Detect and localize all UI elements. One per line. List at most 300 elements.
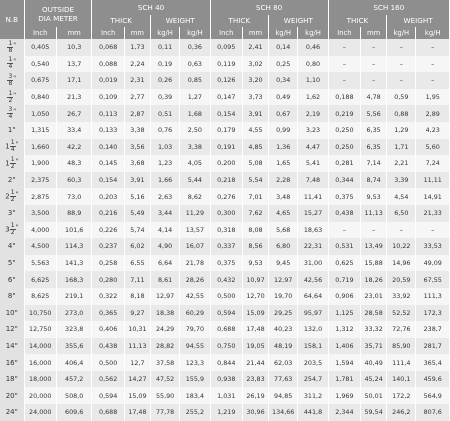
sch160-thick-inch-cell: 0,281 — [328, 155, 360, 172]
outside-diameter-inch-cell: 6,625 — [24, 271, 56, 288]
header-outside-diameter — [24, 0, 92, 27]
sch160-thick-inch-cell: 1,312 — [328, 321, 360, 338]
sch160-thick-inch-cell: – — [328, 56, 360, 73]
sch80-thick-mm-cell: 26,19 — [242, 387, 268, 404]
sch80-thick-inch-cell: 0,179 — [210, 122, 242, 139]
sch40-weight-kgh-cell: 0,26 — [150, 72, 179, 89]
sch160-thick-mm-cell: 33,32 — [361, 321, 387, 338]
sch80-weight-kgm-cell: 254,7 — [298, 371, 328, 388]
sch80-thick-mm-cell: 15,09 — [242, 305, 268, 322]
sch80-thick-inch-cell: 0,119 — [210, 56, 242, 73]
header-unit-inch: Inch — [210, 27, 242, 39]
sch40-thick-inch-cell: 0,688 — [92, 404, 124, 421]
sch160-thick-inch-cell: 0,625 — [328, 255, 360, 272]
sch40-weight-kgh-cell: 2,63 — [150, 188, 179, 205]
sch40-weight-kgm-cell: 2,50 — [180, 122, 210, 139]
sch160-weight-kgm-cell: 11,11 — [416, 172, 450, 189]
sch40-weight-kgh-cell: 55,90 — [150, 387, 179, 404]
sch40-thick-inch-cell: 0,154 — [92, 172, 124, 189]
sch160-thick-mm-cell: 6,35 — [361, 122, 387, 139]
fraction-numerator: 1 — [10, 139, 15, 147]
sch80-thick-inch-cell: 0,147 — [210, 89, 242, 106]
table-row — [0, 155, 450, 172]
nominal-bore-cell — [0, 105, 24, 122]
sch40-weight-kgm-cell: 1,68 — [180, 105, 210, 122]
sch160-weight-kgm-cell: 238,7 — [416, 321, 450, 338]
header-sch160: SCH 160 — [328, 0, 449, 15]
sch160-weight-kgh-cell: 14,96 — [387, 255, 416, 272]
sch160-thick-mm-cell: 59,54 — [361, 404, 387, 421]
sch40-thick-inch-cell: 0,237 — [92, 238, 124, 255]
sch160-weight-kgm-cell: 7,24 — [416, 155, 450, 172]
sch160-weight-kgm-cell: 21,33 — [416, 205, 450, 222]
sch160-weight-kgh-cell: 33,92 — [387, 288, 416, 305]
nominal-bore-cell — [0, 89, 24, 106]
sch80-weight-kgh-cell: 2,28 — [269, 172, 298, 189]
header-thick: THICK — [328, 15, 387, 27]
sch160-weight-kgm-cell: 33,53 — [416, 238, 450, 255]
sch40-weight-kgm-cell: 8,62 — [180, 188, 210, 205]
sch40-thick-mm-cell: 2,87 — [124, 105, 150, 122]
sch80-thick-inch-cell: 0,276 — [210, 188, 242, 205]
nominal-bore-cell — [0, 72, 24, 89]
outside-diameter-inch-cell: 24,000 — [24, 404, 56, 421]
nominal-bore-whole: 2" — [7, 176, 16, 185]
outside-diameter-inch-cell: 1,315 — [24, 122, 56, 139]
outside-diameter-inch-cell: 1,660 — [24, 139, 56, 156]
sch160-thick-mm-cell: 18,26 — [361, 271, 387, 288]
sch80-weight-kgh-cell: 62,03 — [269, 354, 298, 371]
sch160-thick-mm-cell: 28,58 — [361, 305, 387, 322]
header-unit-mm: mm — [361, 27, 387, 39]
sch80-thick-mm-cell: 8,56 — [242, 238, 268, 255]
sch40-weight-kgm-cell: 79,70 — [180, 321, 210, 338]
outside-diameter-inch-cell: 14,000 — [24, 338, 56, 355]
table-row — [0, 222, 450, 239]
inch-mark: " — [15, 191, 19, 199]
inch-mark: " — [13, 108, 17, 116]
outside-diameter-mm-cell: 33,4 — [56, 122, 92, 139]
table-row — [0, 255, 450, 272]
sch80-thick-mm-cell: 3,02 — [242, 56, 268, 73]
nominal-bore-whole: 3" — [7, 209, 16, 218]
sch80-weight-kgm-cell: 64,64 — [298, 288, 328, 305]
table-body — [0, 39, 450, 421]
sch160-weight-kgm-cell: 4,23 — [416, 122, 450, 139]
sch160-thick-mm-cell: 45,24 — [361, 371, 387, 388]
sch160-thick-inch-cell: 1,406 — [328, 338, 360, 355]
sch160-weight-kgh-cell: 111,4 — [387, 354, 416, 371]
sch80-weight-kgh-cell: 1,36 — [269, 139, 298, 156]
sch160-thick-mm-cell: 15,88 — [361, 255, 387, 272]
sch160-thick-mm-cell: 23,01 — [361, 288, 387, 305]
sch40-weight-kgh-cell: 0,76 — [150, 122, 179, 139]
outside-diameter-inch-cell: 0,675 — [24, 72, 56, 89]
sch160-thick-mm-cell: 5,56 — [361, 105, 387, 122]
table-row — [0, 122, 450, 139]
sch40-weight-kgh-cell: 1,23 — [150, 155, 179, 172]
nominal-bore-whole: 3 — [5, 225, 10, 234]
inch-mark: " — [13, 41, 17, 49]
outside-diameter-mm-cell: 219,1 — [56, 288, 92, 305]
header-nb: N.B — [0, 0, 24, 39]
sch80-thick-mm-cell: 5,54 — [242, 172, 268, 189]
outside-diameter-inch-cell: 3,500 — [24, 205, 56, 222]
sch160-thick-mm-cell: 35,71 — [361, 338, 387, 355]
sch160-weight-kgm-cell: 459,6 — [416, 371, 450, 388]
sch160-weight-kgm-cell: 49,09 — [416, 255, 450, 272]
sch80-thick-inch-cell: 1,219 — [210, 404, 242, 421]
sch40-thick-mm-cell: 2,77 — [124, 89, 150, 106]
sch160-thick-inch-cell: 2,344 — [328, 404, 360, 421]
outside-diameter-mm-cell: 13,7 — [56, 56, 92, 73]
sch160-thick-inch-cell: 0,438 — [328, 205, 360, 222]
sch160-weight-kgh-cell: 246,2 — [387, 404, 416, 421]
sch160-weight-kgm-cell: – — [416, 39, 450, 56]
sch160-thick-inch-cell: 0,250 — [328, 139, 360, 156]
sch160-weight-kgm-cell: 281,7 — [416, 338, 450, 355]
sch80-weight-kgh-cell: 6,80 — [269, 238, 298, 255]
sch80-weight-kgh-cell: 4,65 — [269, 205, 298, 222]
sch160-thick-inch-cell: 1,781 — [328, 371, 360, 388]
nominal-bore-whole: 6" — [7, 275, 16, 284]
header-unit-mm: mm — [124, 27, 150, 39]
sch160-weight-kgh-cell: 52,52 — [387, 305, 416, 322]
sch40-thick-mm-cell: 6,55 — [124, 255, 150, 272]
sch40-thick-mm-cell: 5,74 — [124, 222, 150, 239]
nominal-bore-whole: 1 — [5, 159, 10, 168]
sch40-thick-mm-cell: 2,31 — [124, 72, 150, 89]
sch40-thick-inch-cell: 0,438 — [92, 338, 124, 355]
outside-diameter-inch-cell: 10,750 — [24, 305, 56, 322]
nominal-bore-cell — [0, 139, 24, 156]
outside-diameter-inch-cell: 0,405 — [24, 39, 56, 56]
sch40-weight-kgm-cell: 0,85 — [180, 72, 210, 89]
nominal-bore-cell — [0, 188, 24, 205]
sch160-weight-kgh-cell: 1,71 — [387, 139, 416, 156]
table-row — [0, 105, 450, 122]
sch40-weight-kgm-cell: 94,55 — [180, 338, 210, 355]
sch40-thick-inch-cell: 0,133 — [92, 122, 124, 139]
sch40-thick-inch-cell: 0,594 — [92, 387, 124, 404]
sch160-thick-inch-cell: 1,594 — [328, 354, 360, 371]
nominal-bore-whole: 24" — [5, 408, 18, 417]
sch160-weight-kgh-cell: 2,21 — [387, 155, 416, 172]
sch160-thick-inch-cell: 0,219 — [328, 105, 360, 122]
sch80-weight-kgm-cell: 22,31 — [298, 238, 328, 255]
sch40-weight-kgh-cell: 28,82 — [150, 338, 179, 355]
outside-diameter-mm-cell: 168,3 — [56, 271, 92, 288]
sch80-weight-kgm-cell: 4,47 — [298, 139, 328, 156]
header-thick: THICK — [210, 15, 269, 27]
sch160-weight-kgh-cell: 3,39 — [387, 172, 416, 189]
sch40-weight-kgh-cell: 1,66 — [150, 172, 179, 189]
inch-mark: " — [15, 224, 19, 232]
sch80-weight-kgm-cell: 0,46 — [298, 39, 328, 56]
sch80-thick-inch-cell: 0,432 — [210, 271, 242, 288]
outside-diameter-mm-cell: 355,6 — [56, 338, 92, 355]
sch40-thick-mm-cell: 3,91 — [124, 172, 150, 189]
header-unit-mm: mm — [56, 27, 92, 39]
sch40-thick-inch-cell: 0,088 — [92, 56, 124, 73]
sch160-thick-mm-cell: 11,13 — [361, 205, 387, 222]
sch80-weight-kgm-cell: 132,0 — [298, 321, 328, 338]
nominal-bore-cell — [0, 56, 24, 73]
sch80-weight-kgm-cell: 7,48 — [298, 172, 328, 189]
outside-diameter-mm-cell: 609,6 — [56, 404, 92, 421]
header-thick: THICK — [92, 15, 151, 27]
table-row — [0, 205, 450, 222]
sch80-thick-mm-cell: 8,08 — [242, 222, 268, 239]
sch80-weight-kgm-cell: 1,62 — [298, 89, 328, 106]
outside-diameter-mm-cell: 17,1 — [56, 72, 92, 89]
header-unit-kgm: kg/H — [298, 27, 328, 39]
fraction-numerator: 1 — [8, 89, 13, 97]
sch80-weight-kgh-cell: 29,25 — [269, 305, 298, 322]
sch80-weight-kgm-cell: 203,5 — [298, 354, 328, 371]
fraction-denominator: 8 — [8, 46, 13, 54]
sch40-thick-inch-cell: 0,258 — [92, 255, 124, 272]
sch160-weight-kgm-cell: 111,3 — [416, 288, 450, 305]
sch40-weight-kgm-cell: 183,4 — [180, 387, 210, 404]
nominal-bore-whole: 14" — [5, 341, 18, 350]
sch80-thick-mm-cell: 30,96 — [242, 404, 268, 421]
sch80-weight-kgh-cell: 0,49 — [269, 89, 298, 106]
table-row — [0, 321, 450, 338]
sch160-weight-kgm-cell: – — [416, 72, 450, 89]
table-row — [0, 188, 450, 205]
sch40-weight-kgm-cell: 42,55 — [180, 288, 210, 305]
sch160-weight-kgm-cell: 1,95 — [416, 89, 450, 106]
outside-diameter-mm-cell: 273,0 — [56, 305, 92, 322]
sch80-weight-kgh-cell: 12,97 — [269, 271, 298, 288]
sch160-weight-kgm-cell: 172,3 — [416, 305, 450, 322]
sch160-thick-inch-cell: 1,969 — [328, 387, 360, 404]
sch160-weight-kgm-cell: 5,60 — [416, 139, 450, 156]
sch160-weight-kgh-cell: 1,29 — [387, 122, 416, 139]
outside-diameter-inch-cell: 4,500 — [24, 238, 56, 255]
fraction-numerator: 3 — [8, 72, 13, 80]
outside-diameter-mm-cell: 114,3 — [56, 238, 92, 255]
sch40-thick-inch-cell: 0,019 — [92, 72, 124, 89]
header-unit-kgm: kg/H — [180, 27, 210, 39]
header-outside-diameter-label: OUTSIDE DIA METER — [38, 4, 78, 23]
sch80-thick-mm-cell: 10,97 — [242, 271, 268, 288]
sch40-thick-mm-cell: 5,16 — [124, 188, 150, 205]
nominal-bore-whole: 20" — [5, 391, 18, 400]
sch80-thick-inch-cell: 0,375 — [210, 255, 242, 272]
inch-mark: " — [13, 58, 17, 66]
fraction-denominator: 2 — [10, 196, 15, 204]
sch40-thick-inch-cell: 0,365 — [92, 305, 124, 322]
table-row — [0, 387, 450, 404]
outside-diameter-inch-cell: 2,375 — [24, 172, 56, 189]
sch160-thick-mm-cell: 8,74 — [361, 172, 387, 189]
sch40-weight-kgm-cell: 16,07 — [180, 238, 210, 255]
sch40-weight-kgh-cell: 12,97 — [150, 288, 179, 305]
nominal-bore-whole: 1 — [5, 142, 10, 151]
nominal-bore-whole: 16" — [5, 358, 18, 367]
table-row — [0, 305, 450, 322]
sch160-thick-inch-cell: 0,531 — [328, 238, 360, 255]
sch80-thick-mm-cell: 23,83 — [242, 371, 268, 388]
nominal-bore-cell — [0, 305, 24, 322]
inch-mark: " — [13, 91, 17, 99]
outside-diameter-inch-cell: 20,000 — [24, 387, 56, 404]
sch80-thick-inch-cell: 0,750 — [210, 338, 242, 355]
header-weight: WEIGHT — [269, 15, 329, 27]
header-sch40: SCH 40 — [92, 0, 210, 15]
sch80-thick-inch-cell: 0,844 — [210, 354, 242, 371]
table-row — [0, 89, 450, 106]
sch80-weight-kgm-cell: 158,1 — [298, 338, 328, 355]
sch80-weight-kgh-cell: 77,63 — [269, 371, 298, 388]
table-row — [0, 404, 450, 421]
table-row — [0, 338, 450, 355]
outside-diameter-inch-cell: 4,000 — [24, 222, 56, 239]
fraction-denominator: 4 — [8, 63, 13, 71]
sch160-weight-kgh-cell: 4,54 — [387, 188, 416, 205]
sch160-thick-inch-cell: 0,906 — [328, 288, 360, 305]
sch160-weight-kgh-cell: 140,1 — [387, 371, 416, 388]
outside-diameter-mm-cell: 42,2 — [56, 139, 92, 156]
sch80-thick-inch-cell: 0,594 — [210, 305, 242, 322]
sch40-weight-kgh-cell: 0,11 — [150, 39, 179, 56]
sch40-weight-kgh-cell: 4,90 — [150, 238, 179, 255]
outside-diameter-inch-cell: 18,000 — [24, 371, 56, 388]
outside-diameter-mm-cell: 508,0 — [56, 387, 92, 404]
table-row — [0, 238, 450, 255]
sch80-thick-mm-cell: 21,44 — [242, 354, 268, 371]
fraction-numerator: 1 — [8, 39, 13, 47]
sch40-weight-kgm-cell: 0,63 — [180, 56, 210, 73]
nominal-bore-cell — [0, 288, 24, 305]
outside-diameter-inch-cell: 16,000 — [24, 354, 56, 371]
sch80-weight-kgh-cell: 0,25 — [269, 56, 298, 73]
header-unit-kgm: kg/H — [416, 27, 450, 39]
sch40-thick-mm-cell: 11,13 — [124, 338, 150, 355]
sch160-weight-kgh-cell: 0,88 — [387, 105, 416, 122]
nominal-bore-cell — [0, 371, 24, 388]
sch40-weight-kgh-cell: 24,29 — [150, 321, 179, 338]
sch80-weight-kgm-cell: 5,41 — [298, 155, 328, 172]
outside-diameter-mm-cell: 21,3 — [56, 89, 92, 106]
sch160-weight-kgm-cell: – — [416, 56, 450, 73]
nominal-bore-cell — [0, 404, 24, 421]
sch160-thick-inch-cell: 1,125 — [328, 305, 360, 322]
nominal-bore-cell — [0, 321, 24, 338]
sch160-thick-mm-cell: 4,78 — [361, 89, 387, 106]
header-unit-kgh: kg/H — [150, 27, 179, 39]
sch80-weight-kgm-cell: 15,27 — [298, 205, 328, 222]
sch80-weight-kgh-cell: 0,14 — [269, 39, 298, 56]
sch40-weight-kgm-cell: 13,57 — [180, 222, 210, 239]
sch160-weight-kgm-cell: 807,6 — [416, 404, 450, 421]
sch160-weight-kgh-cell: – — [387, 39, 416, 56]
sch80-thick-mm-cell: 4,55 — [242, 122, 268, 139]
sch40-thick-inch-cell: 0,113 — [92, 105, 124, 122]
sch160-weight-kgm-cell: 564,9 — [416, 387, 450, 404]
sch160-weight-kgm-cell: 365,4 — [416, 354, 450, 371]
fraction-numerator: 1 — [10, 155, 15, 163]
sch80-weight-kgh-cell: 48,19 — [269, 338, 298, 355]
sch40-thick-mm-cell: 15,09 — [124, 387, 150, 404]
outside-diameter-mm-cell: 26,7 — [56, 105, 92, 122]
sch160-thick-inch-cell: – — [328, 222, 360, 239]
sch80-thick-inch-cell: 0,688 — [210, 321, 242, 338]
sch40-thick-inch-cell: 0,109 — [92, 89, 124, 106]
sch80-weight-kgm-cell: 1,10 — [298, 72, 328, 89]
nominal-bore-whole: 18" — [5, 375, 18, 384]
outside-diameter-mm-cell: 101,6 — [56, 222, 92, 239]
sch80-weight-kgh-cell: 0,67 — [269, 105, 298, 122]
sch80-weight-kgh-cell: 94,85 — [269, 387, 298, 404]
sch80-thick-inch-cell: 0,318 — [210, 222, 242, 239]
sch80-thick-inch-cell: 1,031 — [210, 387, 242, 404]
table-row — [0, 172, 450, 189]
outside-diameter-mm-cell: 88,9 — [56, 205, 92, 222]
sch40-weight-kgh-cell: 37,58 — [150, 354, 179, 371]
sch40-weight-kgh-cell: 18,38 — [150, 305, 179, 322]
fraction-denominator: 4 — [10, 146, 15, 154]
sch80-thick-inch-cell: 0,191 — [210, 139, 242, 156]
sch40-thick-mm-cell: 1,73 — [124, 39, 150, 56]
sch80-thick-inch-cell: 0,500 — [210, 288, 242, 305]
sch40-weight-kgh-cell: 47,52 — [150, 371, 179, 388]
outside-diameter-inch-cell: 1,050 — [24, 105, 56, 122]
sch80-thick-inch-cell: 0,095 — [210, 39, 242, 56]
sch160-thick-inch-cell: 0,344 — [328, 172, 360, 189]
nominal-bore-whole: 1" — [7, 126, 16, 135]
sch160-thick-mm-cell: – — [361, 39, 387, 56]
sch40-thick-mm-cell: 6,02 — [124, 238, 150, 255]
sch80-thick-mm-cell: 3,20 — [242, 72, 268, 89]
sch160-thick-mm-cell: 7,14 — [361, 155, 387, 172]
fraction-numerator: 3 — [8, 106, 13, 114]
sch160-weight-kgh-cell: 0,59 — [387, 89, 416, 106]
sch160-thick-inch-cell: – — [328, 72, 360, 89]
sch160-weight-kgm-cell: 67,55 — [416, 271, 450, 288]
sch80-weight-kgh-cell: 0,34 — [269, 72, 298, 89]
sch160-weight-kgm-cell: 2,89 — [416, 105, 450, 122]
table-row — [0, 139, 450, 156]
sch40-thick-mm-cell: 10,31 — [124, 321, 150, 338]
sch80-thick-mm-cell: 3,91 — [242, 105, 268, 122]
nominal-bore-whole: 5" — [7, 259, 16, 268]
sch80-weight-kgm-cell: 11,41 — [298, 188, 328, 205]
header-unit-mm: mm — [242, 27, 268, 39]
sch40-weight-kgm-cell: 255,2 — [180, 404, 210, 421]
sch80-thick-mm-cell: 19,05 — [242, 338, 268, 355]
nominal-bore-cell — [0, 387, 24, 404]
sch80-thick-inch-cell: 0,200 — [210, 155, 242, 172]
sch80-weight-kgh-cell: 0,99 — [269, 122, 298, 139]
nominal-bore-cell — [0, 255, 24, 272]
sch80-weight-kgh-cell: 40,23 — [269, 321, 298, 338]
outside-diameter-mm-cell: 60,3 — [56, 172, 92, 189]
header-unit-kgh: kg/H — [269, 27, 298, 39]
sch40-thick-inch-cell: 0,322 — [92, 288, 124, 305]
sch80-thick-inch-cell: 0,337 — [210, 238, 242, 255]
sch160-thick-inch-cell: – — [328, 39, 360, 56]
sch80-weight-kgm-cell: 2,19 — [298, 105, 328, 122]
sch80-thick-mm-cell: 5,08 — [242, 155, 268, 172]
sch40-thick-inch-cell: 0,140 — [92, 139, 124, 156]
sch160-thick-mm-cell: 13,49 — [361, 238, 387, 255]
sch160-thick-inch-cell: 0,250 — [328, 122, 360, 139]
sch80-weight-kgm-cell: 441,8 — [298, 404, 328, 421]
sch160-weight-kgh-cell: – — [387, 72, 416, 89]
